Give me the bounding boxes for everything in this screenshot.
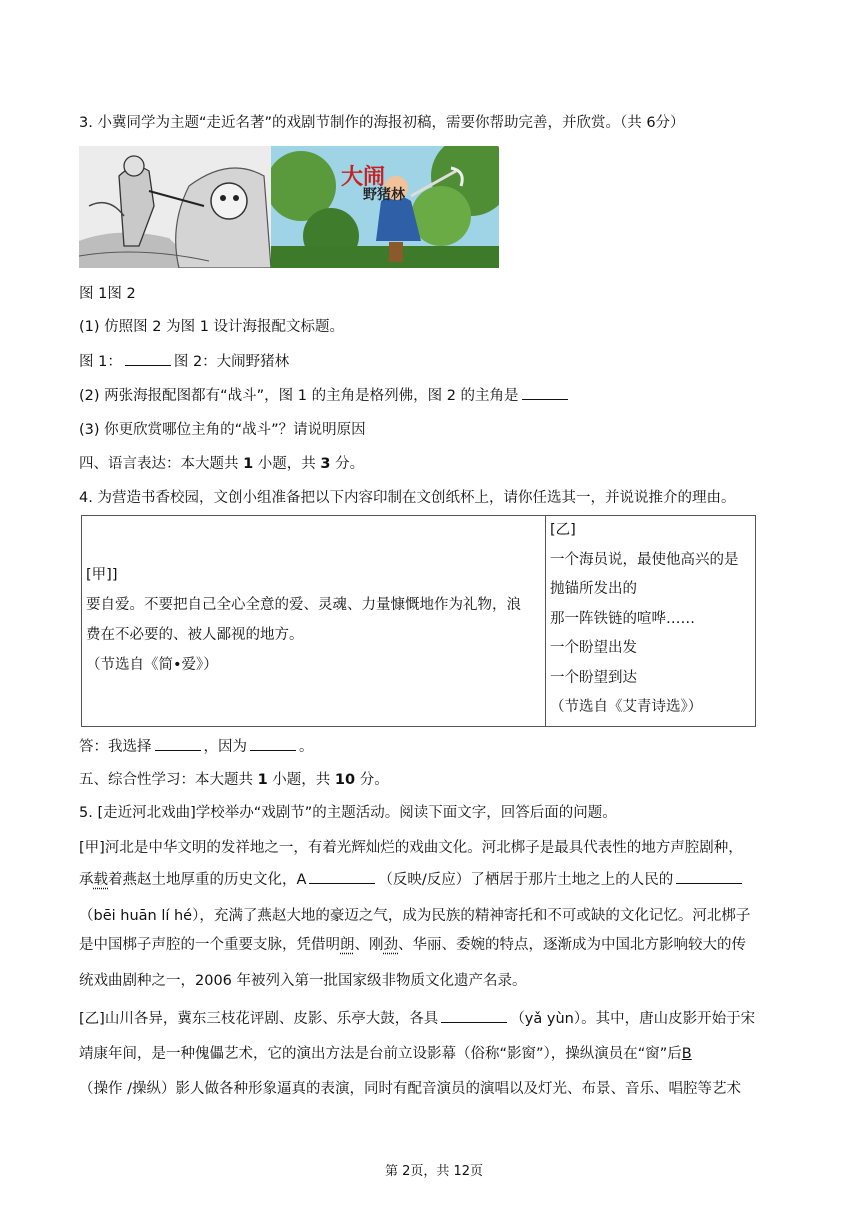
q5-p2-line2-a: 靖康年间，是一种傀儡艺术，它的演出方法是台前立设影幕（俗称“影窗”），操纵演员在“窗”后: [79, 1046, 682, 1062]
q5-p1-line4-b: 、刚: [354, 937, 384, 953]
section-4-heading-b: 小题，共: [253, 456, 321, 472]
emphasis-char-lang: 朗: [340, 937, 355, 953]
section-5-score: 10: [334, 772, 356, 788]
answer-blank-a[interactable]: [309, 869, 375, 884]
option-yi-cell[interactable]: [546, 516, 756, 727]
q5-p2-line1-a: [乙]山川各异，冀东三枝花评剧、皮影、乐亭大鼓，各具: [79, 1011, 439, 1027]
section-5-heading-b: 小题，共: [267, 772, 335, 788]
q5-p1-line5: 统戏曲剧种之一，2006 年被列入第一批国家级非物质文化遗产名录。: [79, 973, 527, 989]
q5-p1-line2-a: 承: [79, 872, 94, 888]
section-4-heading-a: 四、语言表达：本大题共: [79, 456, 244, 472]
q3-sub1: (1) 仿照图 2 为图 1 设计海报配文标题。: [79, 319, 345, 335]
q5-p2-line3: （操作 /操纵）影人做各种形象逼真的表演，同时有配音演员的演唱以及灯光、布景、音乐、唱腔等艺术: [79, 1081, 741, 1097]
q3-sub1-answer: [79, 351, 289, 372]
answer-prefix-1: 图 1：: [79, 354, 122, 370]
q5-title: 5. [走近河北戏曲]学校举办“戏剧节”的主题活动。阅读下面文字，回答后面的问题。: [79, 805, 617, 821]
q4-answer-b: ，因为: [203, 739, 247, 755]
answer-blank-fig1[interactable]: [125, 351, 171, 366]
option-yi-source: （节选自《艾青诗选》）: [550, 699, 703, 715]
option-jia-line2: 费在不必要的、被人鄙视的地方。: [86, 627, 304, 643]
section-4-heading-c: 分。: [330, 456, 365, 472]
q5-p1-line4-c: 、华丽、委婉的特点，逐渐成为中国北方影响较大的传: [398, 937, 746, 953]
option-yi-line: 一个盼望出发: [550, 640, 637, 656]
q4-answer-c: 。: [299, 739, 314, 755]
poster-title-line2: 野猪林: [363, 187, 405, 203]
section-4-heading: [79, 454, 364, 474]
option-jia-source: （节选自《简•爱》）: [86, 657, 218, 673]
q5-p1-line3: （bēi huān lí hé），充满了燕赵大地的豪迈之气，成为民族的精神寄托和不可或缺的文化记忆。河北梆子: [79, 908, 751, 924]
page-footer: 第 2页，共 12页: [384, 1164, 484, 1179]
q5-p1-line4: [79, 935, 746, 955]
q5-p2-line2: [79, 1044, 692, 1064]
q5-p2-line1: [79, 1008, 755, 1029]
q5-p1-line1: [甲]河北是中华文明的发祥地之一，有着光辉灿烂的戏曲文化。河北梆子是最具代表性的地方声腔剧种，: [79, 840, 743, 856]
option-yi-line: 那一阵铁链的喧哗……: [550, 610, 695, 627]
sketch-illustration: [79, 146, 271, 268]
figure-2-image: [271, 146, 499, 268]
figure-caption: 图 1图 2: [79, 286, 136, 302]
emphasis-char-zai: 载: [93, 872, 108, 888]
q3-sub2: [79, 385, 571, 406]
emphasis-char-jin: 劲: [383, 937, 398, 953]
q5-p1-line2-b: 着燕赵土地厚重的历史文化，A: [108, 872, 307, 888]
q5-p1-line2: [79, 869, 745, 890]
q4-title: 4. 为营造书香校园，文创小组准备把以下内容印制在文创纸杯上，请你任选其一，并说说推介的理由。: [79, 490, 736, 506]
answer-blank-reason[interactable]: [250, 736, 296, 751]
q3-sub2-text: (2) 两张海报配图都有“战斗”，图 1 的主角是格列佛，图 2 的主角是: [79, 388, 519, 404]
section-5-count: 1: [257, 772, 268, 788]
q4-answer-a: 答：我选择: [79, 739, 152, 755]
option-yi-line: 一个海员说，最使他高兴的是: [550, 551, 739, 568]
figure-1-image: [79, 146, 271, 268]
section-5-heading: [79, 770, 389, 790]
section-5-heading-c: 分。: [355, 772, 389, 788]
q5-p1-line2-c: （反映/反应）了栖居于那片土地之上的人民的: [378, 872, 674, 888]
q4-answer: [79, 736, 314, 757]
answer-blank-idiom[interactable]: [676, 869, 742, 884]
answer-blank-yayun[interactable]: [441, 1008, 507, 1023]
option-yi-line: 一个盼望到达: [550, 669, 637, 686]
section-4-count: 1: [243, 456, 254, 472]
option-yi-line: 抛锚所发出的: [550, 581, 637, 597]
section-4-score: 3: [320, 456, 331, 472]
answer-blank-choice[interactable]: [155, 736, 201, 751]
section-5-heading-a: 五、综合性学习：本大题共: [79, 772, 258, 788]
text-options-table: [81, 515, 756, 727]
q5-p2-line1-b: （yǎ yùn）。其中，唐山皮影开始于宋: [510, 1011, 756, 1027]
option-jia-line1: 要自爱。不要把自己全心全意的爱、灵魂、力量慷慨地作为礼物，浪: [86, 597, 521, 613]
poster-title-line1: 大闹: [341, 164, 386, 190]
q5-p1-line4-a: 是中国梆子声腔的一个重要支脉，凭借明: [79, 937, 340, 953]
marker-b: B: [681, 1046, 692, 1062]
option-jia-cell[interactable]: [82, 516, 546, 727]
answer-fig2: 图 2：大闹野猪林: [173, 354, 290, 370]
option-jia-label: [甲]]: [86, 567, 118, 583]
q3-sub3: (3) 你更欣赏哪位主角的“战斗”？请说明原因: [79, 422, 366, 438]
option-yi-label: [乙]: [550, 522, 576, 538]
answer-blank-hero[interactable]: [522, 385, 568, 400]
q3-title: 3. 小冀同学为主题“走近名著”的戏剧节制作的海报初稿，需要你帮助完善，并欣赏。（共 6分）: [79, 115, 685, 131]
